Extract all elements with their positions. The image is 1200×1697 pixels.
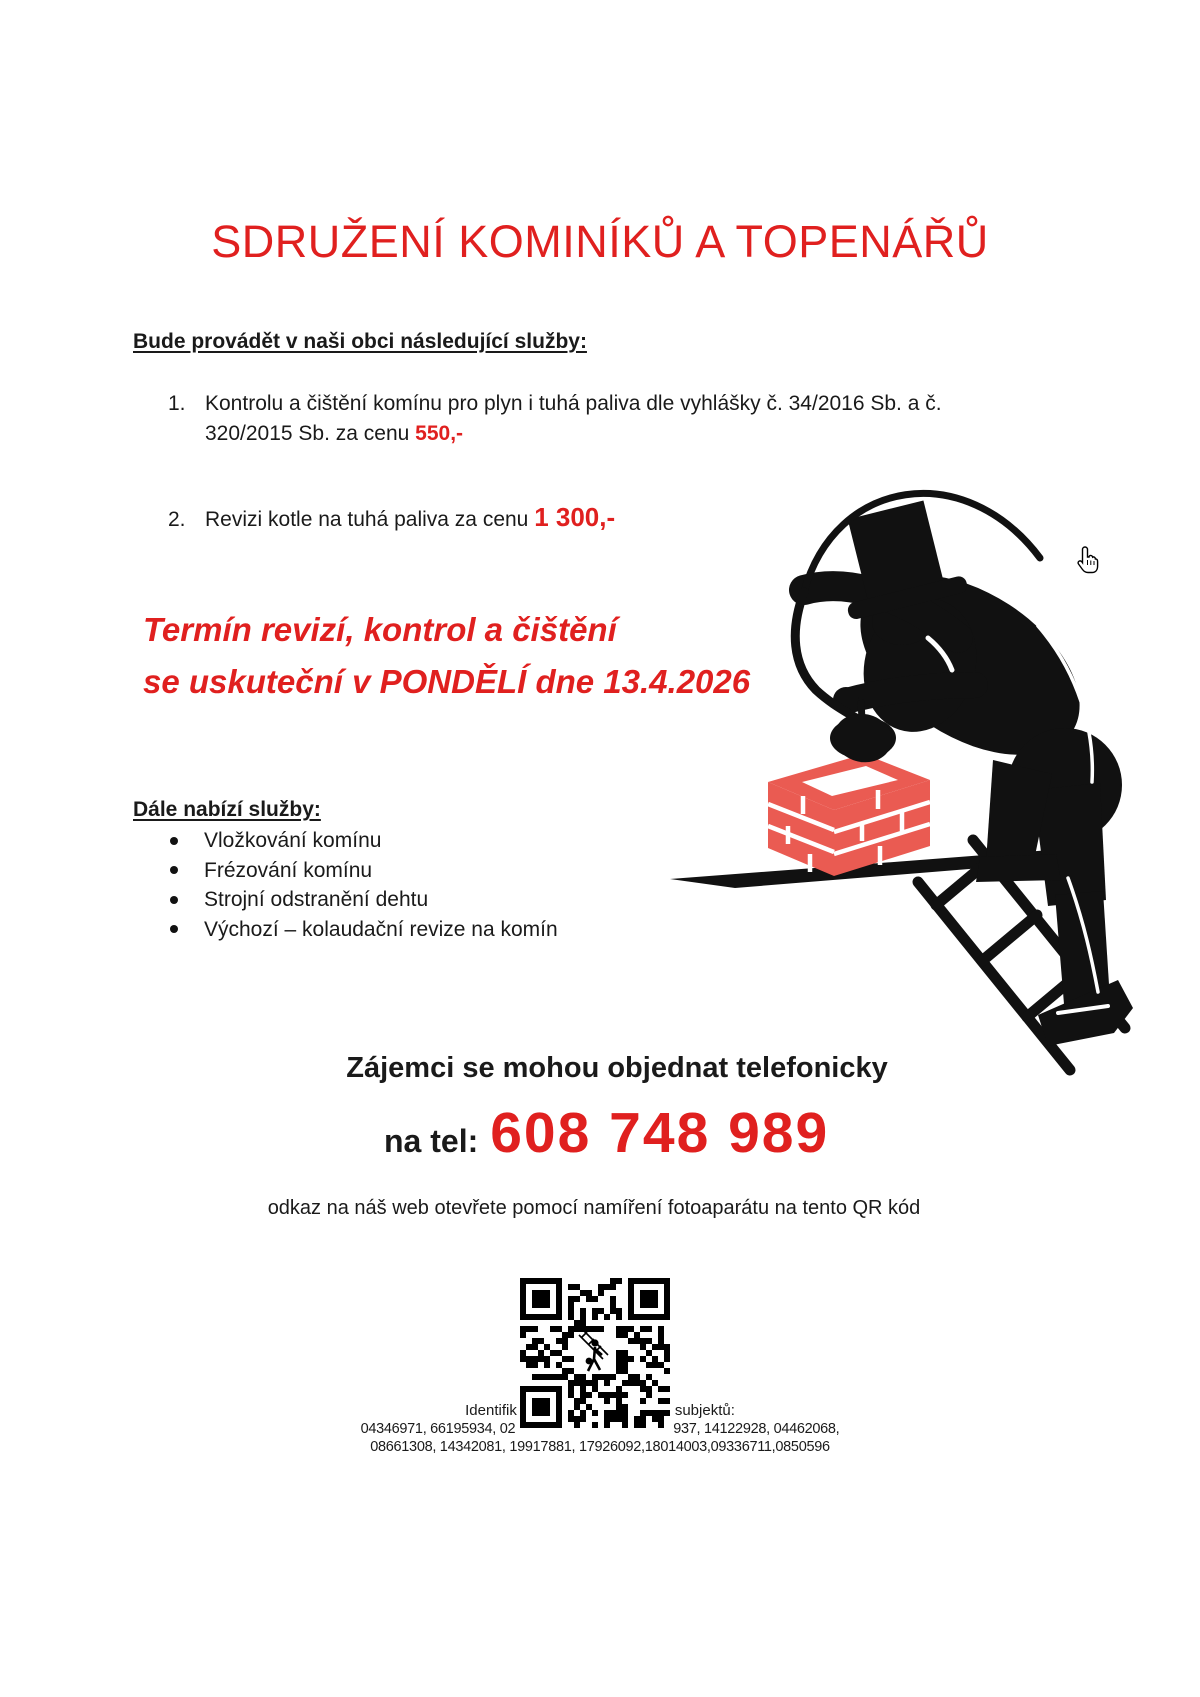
bullet-icon [170,925,178,933]
list-item [170,826,558,856]
footer-line1-right: subjektů: [674,1402,735,1419]
service-1-text2: 320/2015 Sb. za cenu [205,422,416,445]
list-item [170,885,558,915]
list-item-label: Strojní odstranění dehtu [204,888,429,911]
more-services-list [170,826,558,944]
chimney-sweep-illustration [640,430,1140,1090]
mouse-cursor-hand-icon [1076,546,1100,576]
service-2-text: Revizi kotle na tuhá paliva za cenu [205,508,535,531]
page-title: SDRUŽENÍ KOMINÍKŮ A TOPENÁŘŮ [211,216,989,267]
list-item [170,915,558,945]
phone-number: 608 748 989 [490,1101,830,1165]
qr-code [519,1278,671,1428]
service-1-number: 1. [168,392,186,415]
service-2-price: 1 300,- [534,502,616,532]
date-notice-line1: Termín revizí, kontrol a čištění [143,611,617,648]
service-1-line1 [168,389,942,419]
bullet-icon [170,837,178,845]
brick-chimney [768,754,930,876]
cta-text: Zájemci se mohou objednat telefonicky [346,1052,888,1084]
phone-label: na tel: [384,1123,479,1159]
more-services-heading: Dále nabízí služby: [133,798,321,821]
list-item [170,856,558,886]
service-1-text: Kontrolu a čištění komínu pro plyn i tuhá paliva dle vyhlášky č. 34/2016 Sb. a č. [205,392,942,415]
footer-line2-left: 04346971, 66195934, 02 [360,1421,516,1437]
footer-line2-right: 937, 14122928, 04462068, [673,1421,840,1437]
list-item-label: Frézování komínu [204,858,373,882]
intro-heading: Bude provádět v naši obci následující služby: [133,330,587,353]
footer-line1-left: Identifik [465,1402,517,1419]
list-item-label: Výchozí – kolaudační revize na komín [204,917,558,941]
bullet-icon [170,896,178,904]
service-2-number: 2. [168,508,186,531]
chimney-sweep-graphic [640,430,1140,1090]
date-notice-line2: se uskuteční v PONDĚLÍ dne 13.4.2026 [143,663,751,700]
phone-line [384,1100,829,1166]
service-1-price: 550,- [415,422,464,445]
list-item-label: Vložkování komínu [204,829,382,852]
qr-hint-text: odkaz na náš web otevřete pomocí namíření fotoaparátu na tento QR kód [267,1197,921,1219]
footer-line-3: 08661308, 14342081, 19917881, 17926092,18014003,09336711,0850596 [370,1439,830,1455]
service-item-2 [168,502,615,535]
qr-code-image [519,1278,671,1428]
bullet-icon [170,866,178,874]
